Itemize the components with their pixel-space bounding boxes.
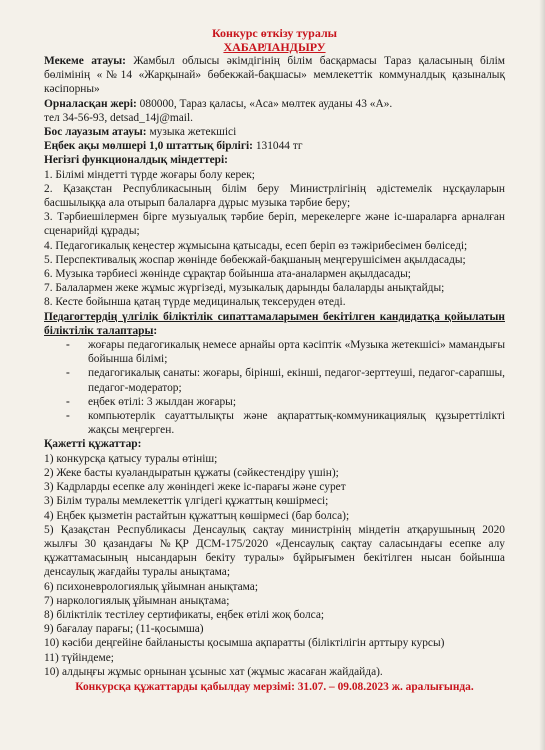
requirement-item: - жоғары педагогикалық немесе арнайы орта кәсіптік «Музыка жетекшісі» мамандығы бойынша білімі; xyxy=(44,338,505,366)
salary-label: Еңбек ақы мөлшері 1,0 штаттық бірлігі: xyxy=(44,140,253,153)
organization-label: Мекеме атауы: xyxy=(44,55,126,67)
document-item: 8) біліктілік тестілеу сертификаты, еңбек өтілі жоқ болса; xyxy=(44,608,325,621)
organization-text: Жамбыл облысы әкімдігінің білім басқармасы Тараз қаласының білім бөлімінің «№14 «Жарқынай» бөбекжай-бақшасы» мемлекеттік коммуналдық қазыналық кәсіпорны» xyxy=(44,55,505,96)
duty-item: 4. Педагогикалық кеңестер жұмысына қатысады, есеп беріп өз тәжірибесімен бөліседі; xyxy=(44,239,468,252)
duty-item: 5. Перспективалық жоспар жөнінде бөбекжай-бақшаның меңгерушісімен ақылдасады; xyxy=(44,253,466,266)
duty-item: 3. Тәрбиешілермен бірге музыуалық тәрбие беріп, мерекелерге және іс-шараларға арналған сценарийді құрады; xyxy=(44,211,505,238)
documents-heading xyxy=(44,437,505,451)
duty-item: 8. Кесте бойынша қатаң түрде медициналық тексеруден өтеді. xyxy=(44,296,346,309)
document-item: 10) алдыңғы жұмыс орнынан ұсыныс хат (жұмыс жасаған жайдайда). xyxy=(44,665,383,678)
duties-heading xyxy=(44,153,505,167)
scan-edge-shadow xyxy=(539,0,545,750)
salary-text: 131044 тг xyxy=(252,140,303,153)
document-item: 11) түйіндеме; xyxy=(44,651,114,664)
organization-paragraph xyxy=(44,54,505,97)
vacancy-label: Бос лауазым атауы: xyxy=(44,126,147,139)
duty-item: 2. Қазақстан Республикасының білім беру Министрлігінің әдістемелік нұсқауларын басшылыққа ала отырып балаларға дұрыс музыка тәрбие беру; xyxy=(44,182,505,210)
address-paragraph xyxy=(44,97,505,111)
requirements-list xyxy=(44,338,505,437)
deadline-notice: Конкурсқа құжаттарды қабылдау мерзімі: 31.07. – 09.08.2023 ж. аралығында. xyxy=(75,680,474,693)
duties-list xyxy=(44,168,505,310)
document-item: 7) наркологиялық ұйымнан анықтама; xyxy=(44,594,230,607)
requirement-item: - еңбек өтілі: 3 жылдан жоғары; xyxy=(44,395,505,409)
duty-item: 7. Балалармен жеке жұмыс жүргізеді, музыкалық дарынды балаларды анықтайды; xyxy=(44,282,445,295)
document-item: 10) кәсіби деңгейіне байланысты қосымша ақпаратты (біліктілігін арттыру курсы) xyxy=(44,637,445,650)
address-text: 080000, Тараз қаласы, «Аса» мөлтек ауданы 43 «А». xyxy=(136,97,393,110)
documents-heading-text: Қажетті құжаттар: xyxy=(44,438,142,451)
vacancy-text: музыка жетекшісі xyxy=(146,126,237,139)
document-item: 6) психоневрологиялық ұйымнан анықтама; xyxy=(44,580,259,593)
document-item: 1) конкурсқа қатысу туралы өтініш; xyxy=(44,452,218,465)
title-line-1: Конкурс өткізу туралы xyxy=(211,26,338,40)
duty-item: 1. Білімі міндетті түрде жоғары болу керек; xyxy=(44,168,255,181)
salary-line xyxy=(44,139,505,153)
vacancy-line xyxy=(44,125,505,139)
requirements-heading-text: Педагогтердің үлгілік біліктілік сипаттамаларымен бекітілген кандидатқа қойылатын біліктілік талаптары xyxy=(44,310,505,337)
duties-heading-text: Негізгі функционалдық міндеттері: xyxy=(44,154,228,167)
requirement-item: - компьютерлік сауаттылықты және ақпараттық-коммуникациялық құзыреттілікті жақсы меңгерген. xyxy=(44,409,505,437)
document-item: 4) Еңбек қызметін растайтын құжаттың көшірмесі (бар болса); xyxy=(44,509,350,522)
document-item: 3) Кадрларды есепке алу жөніндегі жеке іс-парағы және сурет xyxy=(44,481,346,494)
duty-item: 6. Музыка тәрбиесі жөнінде сұрақтар бойынша ата-аналармен ақылдасады; xyxy=(44,268,411,281)
title-line-2: ХАБАРЛАНДЫРУ xyxy=(223,40,326,54)
document-item: 9) бағалау парағы; (11-қосымша) xyxy=(44,623,204,636)
requirements-heading xyxy=(44,310,505,338)
requirement-item: - педагогикалық санаты: жоғары, бірінші, екінші, педагог-зерттеуші, педагог-сарапшы, педагог-модератор; xyxy=(44,366,505,394)
announcement-title xyxy=(44,26,505,54)
contacts-line: тел 34-56-93, detsad_14j@mail. xyxy=(44,111,193,124)
document-item: 3) Білім туралы мемлекеттік үлгідегі құжаттың көшірмесі; xyxy=(44,495,329,508)
document-item: 5) Қазақстан Республикасы Денсаулық сақтау министрінің міндетін атқарушының 2020 жылғы 30 қазандағы №ҚР ДСМ-175/2020 «Денсаулық сақтау саласындағы есепке алу құжаттамасының нысандарын бекіту туралы» бұйрығымен бекітілген нысан бойынша денсаулық жағдайы туралы анықтама; xyxy=(44,523,505,579)
address-label: Орналасқан жері: xyxy=(44,97,137,110)
requirements-heading-suffix: : xyxy=(153,324,158,337)
document-item: 2) Жеке басты куәландыратын құжаты (сәйкестендіру үшін); xyxy=(44,466,339,479)
documents-list xyxy=(44,452,505,679)
